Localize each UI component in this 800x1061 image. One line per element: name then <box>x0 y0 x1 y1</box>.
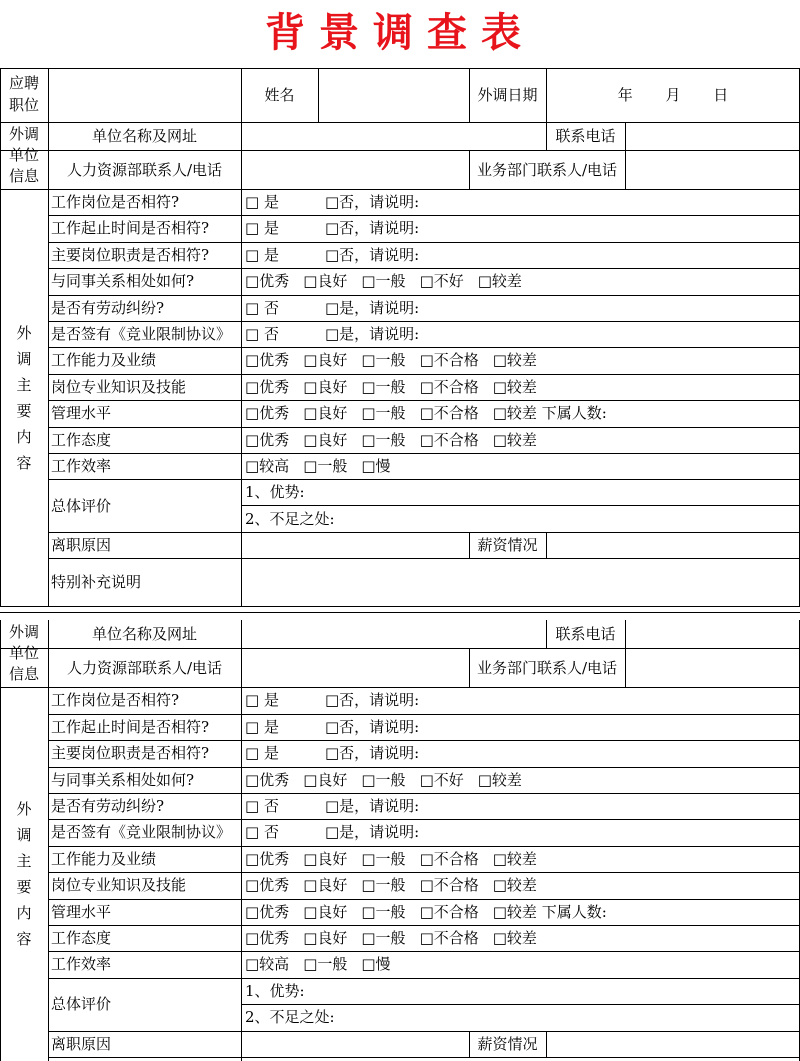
question-label: 岗位专业知识及技能 <box>51 377 187 396</box>
main-section-label: 外 调 主 要 内 容 <box>16 323 32 472</box>
checkbox-option[interactable]: □是，请说明: <box>324 298 420 317</box>
checkbox-option[interactable]: □一般 <box>303 457 348 475</box>
rule-line <box>48 400 800 401</box>
rule-line <box>48 68 49 122</box>
rule-line <box>0 648 800 649</box>
answer-options <box>245 350 551 370</box>
answer-options <box>245 796 433 816</box>
rule-line <box>48 846 800 847</box>
answer-options <box>245 822 433 842</box>
rule-line <box>241 687 242 1061</box>
checkbox-option[interactable]: □优秀 <box>245 272 290 291</box>
rule-line <box>241 505 800 506</box>
checkbox-option[interactable]: □不合格 <box>419 351 479 370</box>
rule-line <box>48 793 800 794</box>
checkbox-option[interactable]: □ 否 <box>245 797 279 815</box>
checkbox-option[interactable]: □慢 <box>361 457 391 475</box>
rule-line <box>48 899 800 900</box>
dept-contact-label: 业务部门联系人/电话 <box>476 160 618 179</box>
rule-line <box>48 1031 800 1032</box>
rule-line <box>0 68 800 69</box>
rule-line <box>241 122 242 189</box>
checkbox-option[interactable]: □较差 <box>492 849 537 868</box>
answer-options <box>245 902 621 922</box>
question-label: 工作态度 <box>51 430 112 449</box>
answer-options <box>245 271 536 291</box>
rule-line <box>241 620 242 687</box>
answer-options <box>245 456 405 476</box>
checkbox-option[interactable]: □不好 <box>419 272 464 291</box>
answer-options <box>245 875 551 895</box>
rule-line <box>48 714 800 715</box>
rule-line <box>48 872 800 873</box>
checkbox-option[interactable]: □否，请说明: <box>324 691 420 710</box>
strengths-text: 1、优势: <box>245 981 305 1000</box>
checkbox-option[interactable]: □一般 <box>361 929 406 947</box>
checkbox-option[interactable]: □慢 <box>361 955 391 974</box>
checkbox-option[interactable]: □优秀 <box>245 770 290 789</box>
rule-line <box>48 268 800 269</box>
checkbox-option[interactable]: □不合格 <box>419 430 479 449</box>
answer-options <box>245 298 433 318</box>
checkbox-option[interactable]: □ 是 <box>245 245 279 264</box>
answer-options <box>245 690 433 710</box>
checkbox-option[interactable]: □不合格 <box>419 404 479 423</box>
question-label: 工作态度 <box>51 929 112 947</box>
checkbox-option[interactable]: □较差 <box>492 430 537 449</box>
hr-contact-label: 人力资源部联系人/电话 <box>66 160 223 179</box>
rule-line <box>318 68 319 122</box>
checkbox-option[interactable]: □良好 <box>303 770 348 789</box>
checkbox-option[interactable]: □否，请说明: <box>324 193 420 211</box>
rule-line <box>48 215 800 216</box>
checkbox-option[interactable]: □优秀 <box>245 351 290 370</box>
checkbox-option[interactable]: □优秀 <box>245 377 290 396</box>
unit-phone-label: 联系电话 <box>555 625 616 644</box>
checkbox-option[interactable]: □较差 <box>492 351 537 370</box>
answer-options <box>245 928 551 948</box>
question-label: 与同事关系相处如何? <box>51 770 195 789</box>
rule-line <box>48 321 800 322</box>
checkbox-option[interactable]: □良好 <box>303 272 348 291</box>
question-label: 工作效率 <box>51 457 112 475</box>
answer-options <box>245 717 433 737</box>
question-label: 与同事关系相处如何? <box>51 272 195 291</box>
checkbox-option[interactable]: □一般 <box>361 902 406 921</box>
page-title: 背景调查表 <box>265 9 535 56</box>
answer-options <box>245 403 621 423</box>
question-label: 工作岗位是否相符? <box>51 691 180 710</box>
checkbox-option[interactable]: □优秀 <box>245 902 290 921</box>
rule-line <box>625 620 626 687</box>
checkbox-option[interactable]: □良好 <box>303 351 348 370</box>
checkbox-option[interactable]: □是，请说明: <box>324 823 420 842</box>
checkbox-option[interactable]: □较差 <box>492 876 537 895</box>
checkbox-option[interactable]: □一般 <box>361 272 406 291</box>
rule-line <box>48 740 800 741</box>
rule-line <box>48 532 800 533</box>
unit-section-label: 外调 单位 信息 <box>8 623 39 684</box>
name-label: 姓名 <box>264 86 295 104</box>
notes-label: 特别补充说明 <box>51 573 142 592</box>
checkbox-option[interactable]: □ 是 <box>245 691 279 710</box>
rule-line <box>48 978 800 979</box>
weaknesses-text: 2、不足之处: <box>245 509 335 528</box>
checkbox-option[interactable]: □较差 下属人数: <box>492 902 607 921</box>
checkbox-option[interactable]: □不好 <box>419 770 464 789</box>
checkbox-option[interactable]: □优秀 <box>245 929 290 947</box>
checkbox-option[interactable]: □良好 <box>303 430 348 449</box>
rule-line <box>241 1004 800 1005</box>
checkbox-option[interactable]: □ 否 <box>245 298 279 317</box>
rule-line <box>48 189 49 606</box>
checkbox-option[interactable]: □优秀 <box>245 849 290 868</box>
main-section-label: 外 调 主 要 内 容 <box>16 800 32 949</box>
checkbox-option[interactable]: □否，请说明: <box>324 245 420 264</box>
rule-line <box>0 150 800 151</box>
question-label: 是否签有《竞业限制协议》 <box>51 823 232 842</box>
question-label: 工作效率 <box>51 955 112 974</box>
question-label: 工作起止时间是否相符? <box>51 717 210 736</box>
rule-line <box>48 242 800 243</box>
rule-line <box>48 558 800 559</box>
rule-line <box>48 374 800 375</box>
checkbox-option[interactable]: □较差 <box>492 929 537 947</box>
checkbox-option[interactable]: □一般 <box>361 849 406 868</box>
answer-options <box>245 743 433 763</box>
salary-label: 薪资情况 <box>477 536 538 555</box>
question-label: 管理水平 <box>51 404 112 423</box>
hr-contact-label: 人力资源部联系人/电话 <box>66 658 223 677</box>
answer-options <box>245 849 551 869</box>
checkbox-option[interactable]: □较差 下属人数: <box>492 404 607 423</box>
question-label: 岗位专业知识及技能 <box>51 876 187 895</box>
rule-line <box>546 532 547 558</box>
answer-options <box>245 245 433 265</box>
checkbox-option[interactable]: □较高 <box>245 955 290 974</box>
question-label: 工作起止时间是否相符? <box>51 219 210 238</box>
rule-line <box>0 122 800 123</box>
overall-label: 总体评价 <box>51 995 112 1014</box>
checkbox-option[interactable]: □ 是 <box>245 193 279 211</box>
checkbox-option[interactable]: □良好 <box>303 849 348 868</box>
checkbox-option[interactable]: □一般 <box>361 404 406 423</box>
question-label: 主要岗位职责是否相符? <box>51 744 210 763</box>
checkbox-option[interactable]: □ 是 <box>245 219 279 238</box>
salary-label: 薪资情况 <box>477 1034 538 1053</box>
checkbox-option[interactable]: □不合格 <box>419 902 479 921</box>
question-label: 是否有劳动纠纷? <box>51 298 165 317</box>
answer-options <box>245 324 433 344</box>
checkbox-option[interactable]: □良好 <box>303 377 348 396</box>
checkbox-option[interactable]: □优秀 <box>245 404 290 423</box>
checkbox-option[interactable]: □否，请说明: <box>324 219 420 238</box>
answer-options <box>245 218 433 238</box>
rule-line <box>625 122 626 189</box>
date-label: 外调日期 <box>477 86 538 104</box>
checkbox-option[interactable]: □是，请说明: <box>324 325 420 343</box>
checkbox-option[interactable]: □不合格 <box>419 929 479 947</box>
answer-options <box>245 377 551 397</box>
leave-reason-label: 离职原因 <box>51 536 112 555</box>
checkbox-option[interactable]: □一般 <box>361 876 406 895</box>
answer-options <box>245 770 536 790</box>
rule-line <box>0 687 800 688</box>
rule-line <box>48 819 800 820</box>
rule-line <box>48 925 800 926</box>
checkbox-option[interactable]: □良好 <box>303 902 348 921</box>
checkbox-option[interactable]: □否，请说明: <box>324 717 420 736</box>
answer-options <box>245 192 433 212</box>
leave-reason-label: 离职原因 <box>51 1034 112 1053</box>
question-label: 工作能力及业绩 <box>51 849 157 868</box>
rule-line <box>546 1031 547 1057</box>
rule-line <box>0 612 800 613</box>
checkbox-option[interactable]: □优秀 <box>245 876 290 895</box>
rule-line <box>48 767 800 768</box>
checkbox-option[interactable]: □一般 <box>361 377 406 396</box>
checkbox-option[interactable]: □ 是 <box>245 744 279 763</box>
checkbox-option[interactable]: □优秀 <box>245 430 290 449</box>
checkbox-option[interactable]: □一般 <box>361 351 406 370</box>
checkbox-option[interactable]: □较差 <box>477 272 522 291</box>
rule-line <box>241 189 242 606</box>
rule-line <box>0 606 800 607</box>
rule-line <box>48 479 800 480</box>
checkbox-option[interactable]: □一般 <box>361 430 406 449</box>
rule-line <box>48 295 800 296</box>
checkbox-option[interactable]: □较高 <box>245 457 290 475</box>
dept-contact-label: 业务部门联系人/电话 <box>476 658 618 677</box>
question-label: 是否有劳动纠纷? <box>51 797 165 815</box>
rule-line <box>0 189 800 190</box>
overall-label: 总体评价 <box>51 496 112 515</box>
rule-line <box>48 453 800 454</box>
checkbox-option[interactable]: □较差 <box>492 377 537 396</box>
weaknesses-text: 2、不足之处: <box>245 1008 335 1027</box>
rule-line <box>48 427 800 428</box>
checkbox-option[interactable]: □一般 <box>303 955 348 974</box>
question-label: 管理水平 <box>51 902 112 921</box>
checkbox-option[interactable]: □ 否 <box>245 823 279 842</box>
question-label: 工作能力及业绩 <box>51 351 157 370</box>
question-label: 工作岗位是否相符? <box>51 193 180 211</box>
unit-name-label: 单位名称及网址 <box>91 127 197 145</box>
checkbox-option[interactable]: □不合格 <box>419 849 479 868</box>
rule-line <box>48 1057 800 1058</box>
checkbox-option[interactable]: □良好 <box>303 404 348 423</box>
rule-line <box>48 687 49 1061</box>
unit-name-label: 单位名称及网址 <box>91 625 197 644</box>
unit-section-label: 外调 单位 信息 <box>8 125 39 185</box>
unit-phone-label: 联系电话 <box>555 127 616 145</box>
rule-line <box>48 347 800 348</box>
checkbox-option[interactable]: □良好 <box>303 876 348 895</box>
checkbox-option[interactable]: □一般 <box>361 770 406 789</box>
answer-options <box>245 430 551 450</box>
checkbox-option[interactable]: □是，请说明: <box>324 797 420 815</box>
checkbox-option[interactable]: □否，请说明: <box>324 744 420 763</box>
checkbox-option[interactable]: □不合格 <box>419 876 479 895</box>
question-label: 主要岗位职责是否相符? <box>51 245 210 264</box>
checkbox-option[interactable]: □较差 <box>477 770 522 789</box>
checkbox-option[interactable]: □良好 <box>303 929 348 947</box>
checkbox-option[interactable]: □ 是 <box>245 717 279 736</box>
strengths-text: 1、优势: <box>245 483 305 502</box>
rule-line <box>48 951 800 952</box>
checkbox-option[interactable]: □ 否 <box>245 325 279 343</box>
question-label: 是否签有《竞业限制协议》 <box>51 325 232 343</box>
date-value: 年 月 日 <box>617 86 729 104</box>
checkbox-option[interactable]: □不合格 <box>419 377 479 396</box>
answer-options <box>245 954 405 974</box>
position-label: 应聘 职位 <box>8 74 39 114</box>
